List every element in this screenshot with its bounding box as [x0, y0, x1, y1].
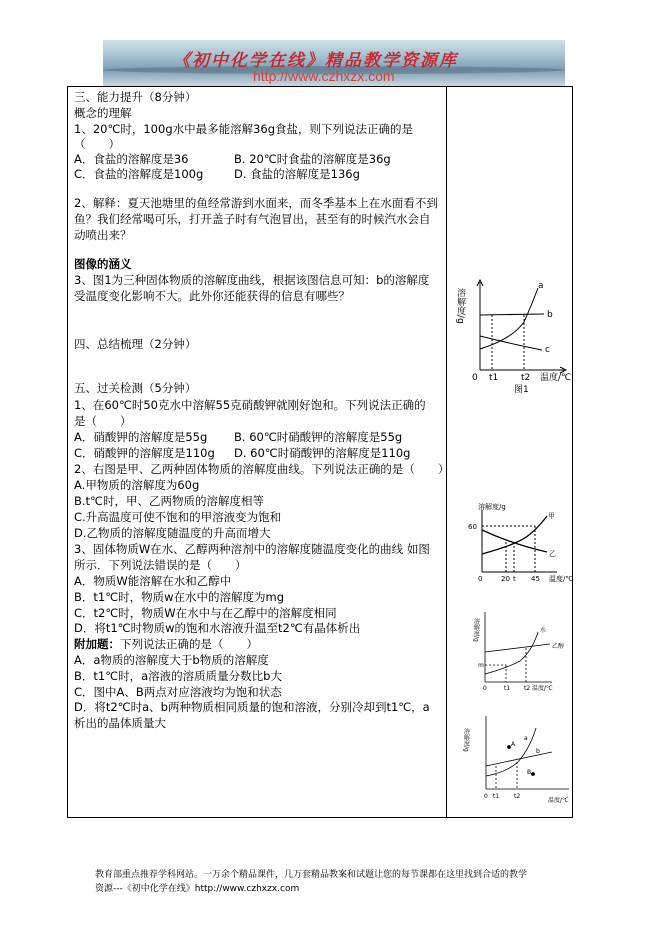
- y-axis-label: 溶解度/g: [472, 618, 480, 642]
- section3-heading: 三、能力提升（8分钟）: [74, 90, 197, 104]
- t2-label: t2: [521, 373, 531, 383]
- axes: [477, 280, 566, 373]
- t1-label: t1: [504, 685, 511, 692]
- x20-label: 20: [501, 575, 510, 582]
- bonus-stem: [74, 637, 258, 652]
- q3-line2: 受温度变化影响不大。此外你还能获得的信息有哪些？: [74, 289, 350, 303]
- curve-a-label: a: [524, 735, 528, 742]
- x-axis-label: 温度/℃: [549, 575, 574, 582]
- bonus-option-d-cont: 析出的晶体质量大: [74, 716, 166, 730]
- figure-2-jia-yi-curves: [452, 502, 580, 582]
- x45-label: 45: [531, 575, 540, 582]
- q2-line1: 2、解释：夏天池塘里的鱼经常游到水面来，而冬季基本上在水面看不到: [74, 196, 438, 210]
- footer-line1: 教育部重点推荐学科网站。一万余个精品课件，几万套精品教案和试题让您的每节课都在这里找到合适的教学: [95, 870, 528, 880]
- figure-1-solubility-curves: [452, 274, 580, 400]
- banner-title: 《初中化学在线》精品教学资源库: [173, 51, 458, 71]
- s5-q1-options-ab: [74, 430, 403, 445]
- x-axis-label: 温度/℃: [548, 797, 569, 804]
- s5-q3-option-a: A．物质W能溶解在水和乙醇中: [74, 574, 232, 588]
- curve-a-label: a: [538, 281, 544, 291]
- curve-b-label: b: [547, 310, 553, 320]
- bonus-label: 附加题：: [74, 637, 120, 651]
- y-axis-label: 溶解度/g: [478, 503, 506, 511]
- t2-label: t2: [524, 685, 531, 692]
- origin-label: 0: [478, 575, 483, 582]
- option-d: D. 60℃时硝酸钾的溶解度是110g: [234, 446, 411, 460]
- q1-options-ab: [74, 152, 391, 167]
- s5-q2-option-c: C.升高温度可使不饱和的甲溶液变为饱和: [74, 510, 282, 524]
- section5-heading: 五、过关检测（5分钟）: [74, 381, 197, 395]
- t1-label: t1: [493, 793, 500, 800]
- figure-4-ab-curves: [452, 708, 580, 804]
- bonus-option-b: B．t1℃时，a溶液的溶质质量分数比b大: [74, 669, 282, 683]
- point-B-label: B: [527, 769, 532, 776]
- graph-meaning-heading: 图像的涵义: [74, 257, 132, 271]
- origin-label: 0: [472, 373, 478, 383]
- curve-b: [480, 314, 544, 315]
- option-c: C．硝酸钾的溶解度是110g: [74, 446, 215, 460]
- curve-c-label: c: [545, 345, 550, 355]
- y-axis-label: 溶解度/g: [455, 288, 465, 324]
- bonus-question: 下列说法正确的是（ ）: [120, 637, 258, 651]
- s5-q2-option-d: D.乙物质的溶解度随温度的升高而增大: [74, 526, 271, 540]
- footer: [95, 868, 575, 896]
- point-B: [532, 773, 535, 776]
- axes: [485, 612, 552, 682]
- q3-line1: 3、图1为三种固体物质的溶解度曲线，根据该图信息可知：b的溶解度: [74, 273, 430, 287]
- water-label: 水: [540, 627, 547, 634]
- ethanol-label: 乙醇: [552, 643, 565, 650]
- point-A-label: A: [511, 741, 516, 748]
- q1-options-cd: [74, 167, 360, 182]
- q2-line3: 动喷出来？: [74, 228, 132, 242]
- xt-label: t: [513, 575, 516, 582]
- curve-water: [485, 632, 538, 674]
- guide-lines: [496, 762, 517, 789]
- option-b: B. 60℃时硝酸钾的溶解度是55g: [234, 430, 403, 444]
- s5-q2-option-b: B.t℃时，甲、乙两物质的溶解度相等: [74, 494, 264, 508]
- origin-label: 0: [484, 793, 488, 800]
- curve-b: [486, 752, 552, 766]
- s5-q3-option-c: C．t2℃时，物质W在水中与在乙醇中的溶解度相同: [74, 606, 337, 620]
- s5-q3-option-b: B．t1℃时，物质w在水中的溶解度为mg: [74, 590, 285, 604]
- guide-lines: [485, 648, 526, 682]
- t2-label: t2: [514, 793, 521, 800]
- s5-q2-stem: 2、右图是甲、乙两种固体物质的溶解度曲线。下列说法正确的是（ ）: [74, 462, 450, 476]
- figure-3-water-ethanol-curves: [452, 606, 580, 692]
- q1-stem: 1、20℃时，100g水中最多能溶解36g食盐，则下列说法正确的是: [74, 122, 414, 136]
- jia-label: 甲: [548, 512, 555, 520]
- bonus-option-a: A．a物质的溶解度大于b物质的溶解度: [74, 653, 269, 667]
- s5-q2-option-a: A.甲物质的溶解度为60g: [74, 478, 200, 492]
- footer-line2: 资源---《初中化学在线》http://www.czhxzx.com: [95, 884, 300, 894]
- m-label: m: [478, 662, 484, 669]
- option-b: B. 20℃时食盐的溶解度是36g: [234, 152, 391, 166]
- yi-label: 乙: [549, 550, 556, 558]
- t1-label: t1: [489, 373, 499, 383]
- option-a: A．硝酸钾的溶解度是55g: [74, 430, 208, 444]
- y-axis-label: 溶解度/g: [462, 728, 470, 752]
- x-axis-label: 温度/℃: [540, 373, 572, 383]
- banner-url: http://www.czhxzx.com: [253, 68, 395, 84]
- bonus-option-d: D．将t2℃时a、b两种物质相同质量的饱和溶液，分别冷却到t1℃，a: [74, 700, 430, 714]
- curve-yi: [482, 530, 547, 552]
- origin-label: 0: [483, 685, 487, 692]
- option-d: D. 食盐的溶解度是136g: [234, 167, 360, 181]
- s5-q3-option-d: D．将t1℃时物质w的饱和水溶液升温至t2℃有晶体析出: [74, 621, 361, 635]
- option-c: C．食盐的溶解度是100g: [74, 167, 204, 181]
- curve-b-label: b: [536, 748, 540, 755]
- s5-q1-line2: 是（ ）: [74, 414, 132, 428]
- section4-heading: 四、总结梳理（2分钟）: [74, 337, 197, 351]
- option-a: A．食盐的溶解度是36: [74, 152, 189, 166]
- curve-ethanol: [485, 644, 550, 652]
- q1-blank: （ ）: [74, 137, 120, 151]
- column-divider: [446, 86, 447, 818]
- s5-q1-options-cd: [74, 446, 411, 461]
- s5-q3-line2: 所示．下列说法错误的是（ ）: [74, 558, 247, 572]
- bonus-option-c: C．图中A、B两点对应溶液均为饱和状态: [74, 685, 282, 699]
- figure-caption: 图1: [514, 385, 529, 395]
- section3-sub: 概念的理解: [74, 106, 132, 120]
- header-banner: [103, 40, 565, 86]
- s5-q1-line1: 1、在60℃时50克水中溶解55克硝酸钾就刚好饱和。下列说法正确的: [74, 398, 426, 412]
- axes: [486, 716, 569, 789]
- y60-label: 60: [468, 523, 477, 531]
- s5-q3-line1: 3、固体物质W在水、乙醇两种溶剂中的溶解度随温度变化的曲线 如图: [74, 542, 430, 556]
- q2-line2: 鱼？我们经常喝可乐，打开盖子时有气泡冒出，甚至有的时候汽水会自: [74, 212, 431, 226]
- curve-c: [480, 336, 542, 350]
- x-axis-label: 温度/℃: [532, 685, 553, 692]
- curve-a: [480, 288, 538, 349]
